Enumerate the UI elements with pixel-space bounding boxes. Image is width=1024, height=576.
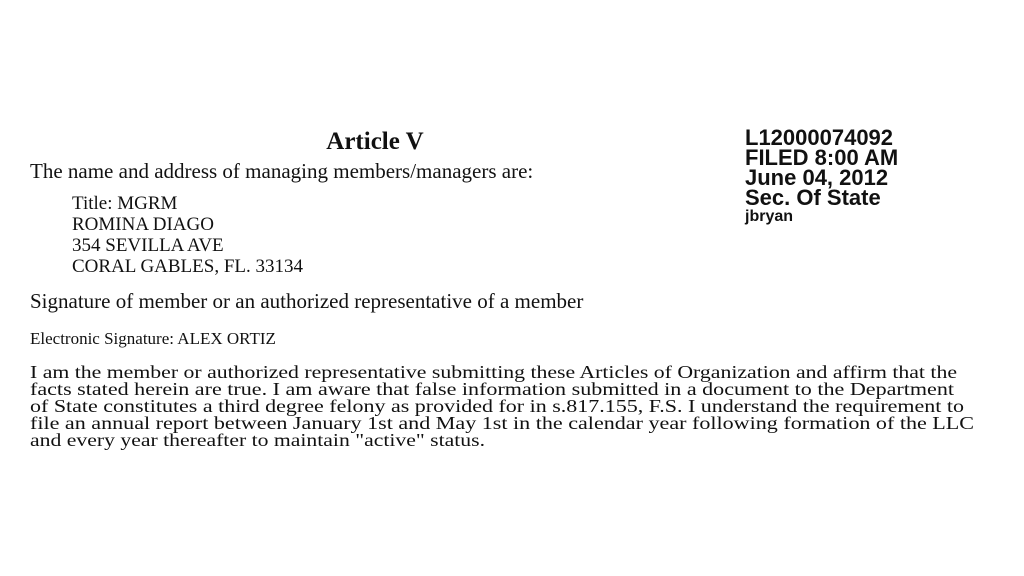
affirmation-line: facts stated herein are true. I am aware that false information submitted in a document to the Department (30, 379, 954, 399)
office: Sec. Of State (745, 185, 881, 210)
affirmation-line: and every year thereafter to maintain "active" status. (30, 430, 486, 450)
affirmation-line: file an annual report between January 1st and May 1st in the calendar year following formation of the LLC (30, 413, 975, 433)
manager-name: ROMINA DIAGO (72, 214, 214, 235)
affirmation-line: I am the member or authorized representative submitting these Articles of Organization and affirm that the (30, 362, 957, 382)
filing-stamp (745, 125, 899, 226)
managers-intro: The name and address of managing members/managers are: (30, 159, 534, 183)
document-number: L12000074092 (745, 125, 894, 150)
electronic-signature: Electronic Signature: ALEX ORTIZ (30, 329, 276, 348)
manager-street: 354 SEVILLA AVE (72, 235, 224, 256)
manager-city: CORAL GABLES, FL. 33134 (72, 256, 304, 277)
clerk: jbryan (745, 208, 794, 225)
manager-title: Title: MGRM (72, 193, 178, 214)
filed-time: FILED 8:00 AM (745, 145, 899, 170)
signature-heading: Signature of member or an authorized representative of a member (30, 289, 584, 313)
filed-date: June 04, 2012 (745, 165, 889, 190)
article-title: Article V (326, 128, 424, 155)
affirmation-line: of State constitutes a third degree felony as provided for in s.817.155, F.S. I understand the requirement to (30, 396, 964, 416)
